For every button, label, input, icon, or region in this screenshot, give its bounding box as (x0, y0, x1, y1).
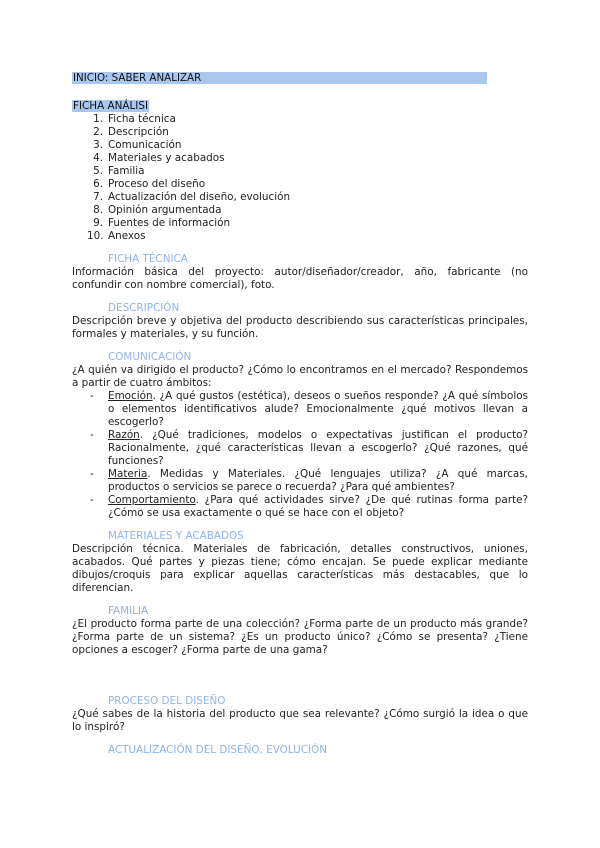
section-heading-materiales: MATERIALES Y ACABADOS (108, 530, 244, 542)
section-heading-proceso: PROCESO DEL DISEÑO (108, 695, 226, 707)
index-item: 8. Opinión argumentada (93, 204, 222, 216)
index-item: 1. Ficha técnica (93, 113, 176, 125)
section-text-ficha-tecnica: Información básica del proyecto: autor/diseñador/creador, año, fabricante (no confundir con nombre comercial), foto. (72, 266, 528, 291)
index-list (72, 113, 528, 243)
section-heading-descripcion: DESCRIPCIÓN (108, 302, 180, 314)
section-heading-ficha-tecnica: FICHA TÉCNICA (108, 253, 188, 265)
index-item: 3. Comunicación (93, 139, 182, 151)
index-item: 9. Fuentes de información (93, 217, 231, 229)
index-item: 6. Proceso del diseño (93, 178, 206, 190)
section-text-materiales: Descripción técnica. Materiales de fabricación, detalles constructivos, uniones, acabados. Qué partes y piezas tiene; cómo encajan. Se puede explicar mediante dibujos/croquis para explicar aquellas características más destacables, que lo diferencian. (72, 543, 528, 594)
list-item: - Materia. Medidas y Materiales. ¿Qué lenguajes utiliza? ¿A qué marcas, productos o servicios se parece o recuerda? ¿Para qué ambientes? (90, 468, 528, 493)
index-item: 10. Anexos (87, 230, 146, 242)
section-text-proceso: ¿Qué sabes de la historia del producto que sea relevante? ¿Cómo surgió la idea o que lo inspiró? (72, 708, 528, 733)
document-title: INICIO: SABER ANALIZAR (72, 72, 487, 84)
index-item: 5. Familia (93, 165, 145, 177)
index-item: 4. Materiales y acabados (93, 152, 225, 164)
list-item: - Emoción. ¿A qué gustos (estética), deseos o sueños responde? ¿A qué símbolos o elementos identificativos alude? Emocionalmente ¿qué motivos llevan a escogerlo? (90, 390, 528, 428)
subtitle-text: FICHA ANÁLISI (73, 100, 149, 112)
document-page (72, 72, 528, 757)
list-item: - Razón. ¿Qué tradiciones, modelos o expectativas justifican el producto? Racionalmente, ¿qué características llevan a escogerlo? ¿Qué razones, qué funciones? (90, 429, 528, 467)
document-subtitle (72, 100, 528, 113)
index-item: 2. Descripción (93, 126, 169, 138)
section-text-comunicacion: ¿A quién va dirigido el producto? ¿Cómo lo encontramos en el mercado? Respondemos a partir de cuatro ámbitos: (72, 364, 528, 389)
section-text-familia: ¿El producto forma parte de una colección? ¿Forma parte de un producto más grande? ¿Forma parte de un sistema? ¿Es un producto único? ¿Cómo se presenta? ¿Tiene opciones a escoger? ¿Forma parte de una gama? (72, 618, 528, 656)
index-item: 7. Actualización del diseño, evolución (93, 191, 291, 203)
comunicacion-bullets (72, 390, 528, 520)
list-item: - Comportamiento. ¿Para qué actividades sirve? ¿De qué rutinas forma parte? ¿Cómo se usa exactamente o qué se hace con el objeto? (90, 494, 528, 519)
section-heading-familia: FAMILIA (108, 605, 149, 617)
section-heading-actualizacion: ACTUALIZACIÓN DEL DISEÑO, EVOLUCIÓN (108, 744, 327, 756)
section-heading-comunicacion: COMUNICACIÓN (108, 351, 192, 363)
section-text-descripcion: Descripción breve y objetiva del producto describiendo sus características principales, formales y materiales, y su función. (72, 315, 528, 340)
